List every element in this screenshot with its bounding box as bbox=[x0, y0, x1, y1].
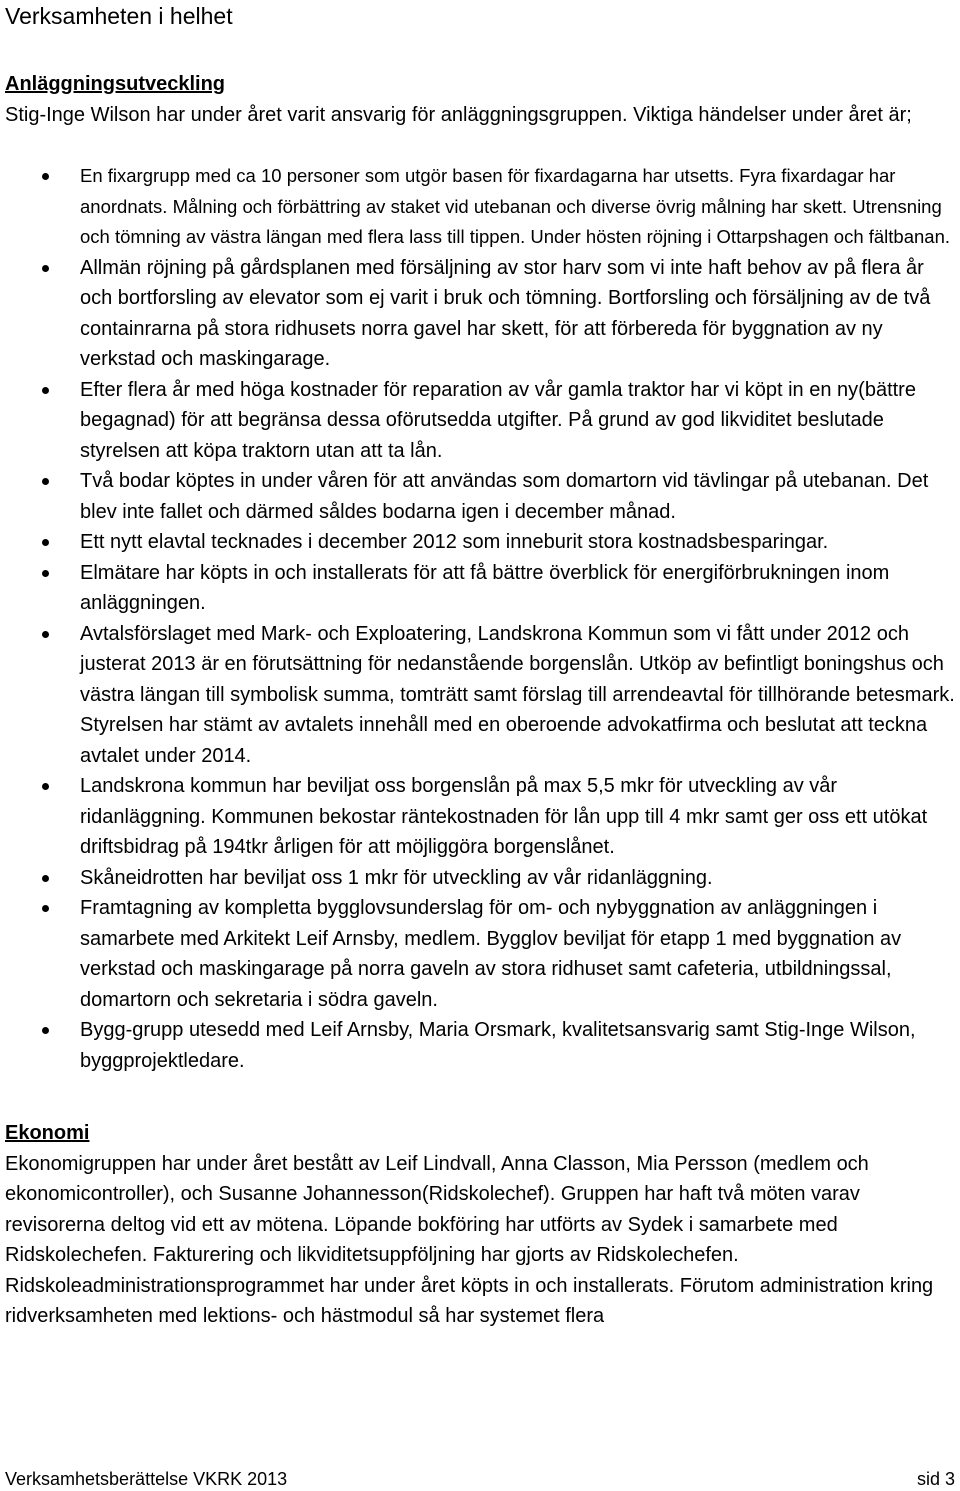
bullet-icon bbox=[42, 539, 49, 546]
list-item-text: Bygg-grupp utesedd med Leif Arnsby, Maria Orsmark, kvalitetsansvarig samt Stig-Inge Wilson, byggprojektledare. bbox=[80, 1019, 916, 1072]
list-item-text: Framtagning av kompletta bygglovsunderslag för om- och nybyggnation av anläggningen i samarbete med Arkitekt Leif Arnsby, medlem. Bygglov beviljat för etapp 1 med byggnation av verkstad och maskingarage på norra gaveln av stora ridhuset samt cafeteria, utbildningssal, domartorn och sekretaria i södra gaveln. bbox=[80, 897, 902, 1011]
list-item bbox=[5, 375, 955, 467]
list-item-text: Elmätare har köpts in och installerats för att få bättre överblick för energiförbrukningen inom anläggningen. bbox=[80, 561, 890, 614]
bullet-icon bbox=[42, 875, 49, 882]
list-item-text: Avtalsförslaget med Mark- och Exploatering, Landskrona Kommun som vi fått under 2012 och justerat 2013 är en förutsättning för nedanstående borgenslån. Utköp av befintligt boningshus och västra längan till symbolisk summa, tomträtt samt förslag till arrendeavtal för tillhörande betesmark. Styrelsen har stämt av avtalets innehåll med en oberoende advokatfirma och beslutat att teckna avtalet under 2014. bbox=[80, 622, 955, 767]
bullet-icon bbox=[42, 905, 49, 912]
list-item bbox=[5, 771, 955, 863]
list-item bbox=[5, 161, 955, 253]
list-item-text: Efter flera år med höga kostnader för reparation av vår gamla traktor har vi köpt in en ny(bättre begagnad) för att begränsa dessa oförutsedda utgifter. På grund av god likviditet beslutade styrelsen att köpa traktorn utan att ta lån. bbox=[80, 378, 916, 462]
section-heading-anlaggning: Anläggningsutveckling bbox=[5, 73, 226, 95]
bullet-icon bbox=[42, 570, 49, 577]
list-item bbox=[5, 619, 955, 772]
page-footer bbox=[5, 1467, 955, 1489]
footer-document-name: Verksamhetsberättelse VKRK 2013 bbox=[5, 1469, 288, 1489]
list-item bbox=[5, 893, 955, 1015]
list-item-text: Ett nytt elavtal tecknades i december 2012 som inneburit stora kostnadsbesparingar. bbox=[80, 531, 829, 553]
list-item-text: Skåneidrotten har beviljat oss 1 mkr för utveckling av vår ridanläggning. bbox=[80, 866, 713, 889]
anlaggning-intro: Stig-Inge Wilson har under året varit ansvarig för anläggningsgruppen. Viktiga händelser under året är; bbox=[5, 103, 912, 126]
list-item bbox=[5, 863, 955, 894]
list-item-text: Landskrona kommun har beviljat oss borgenslån på max 5,5 mkr för utveckling av vår ridanläggning. Kommunen bekostar räntekostnaden för lån upp till 4 mkr samt ger oss ett utökat driftsbidrag på 194tkr årligen för att möjliggöra borgenslånet. bbox=[80, 775, 928, 858]
ekonomi-paragraph-2: Ridskoleadministrationsprogrammet har under året köpts in och installerats. Förutom administration kring ridverksamheten med lektions- och hästmodul så har systemet flera bbox=[5, 1274, 934, 1327]
bullet-icon bbox=[42, 631, 49, 638]
list-item bbox=[5, 527, 955, 558]
section-heading-ekonomi: Ekonomi bbox=[5, 1122, 90, 1144]
ekonomi-paragraph-1: Ekonomigruppen har under året bestått av Leif Lindvall, Anna Classon, Mia Persson (medlem och ekonomicontroller), och Susanne Johannesson(Ridskolechef). Gruppen har haft två möten varav revisorerna deltog vid ett av mötena. Löpande bokföring har utförts av Sydek i samarbete med Ridskolechefen. Fakturering och likviditetsuppföljning har gjorts av Ridskolechefen. bbox=[5, 1152, 869, 1266]
list-item bbox=[5, 1015, 955, 1076]
bullet-icon bbox=[42, 173, 49, 180]
list-item-text: Allmän röjning på gårdsplanen med försäljning av stor harv som vi inte haft behov av på flera år och bortforsling av elevator som ej varit i bruk och tömning. Bortforsling och försäljning av de två containrarna på stora ridhusets norra gavel har skett, för att förbereda för byggnation av ny verkstad och maskingarage. bbox=[80, 256, 931, 370]
list-item-text: Två bodar köptes in under våren för att användas som domartorn vid tävlingar på utebanan. Det blev inte fallet och därmed såldes bodarna igen i december månad. bbox=[80, 470, 929, 523]
bullet-icon bbox=[42, 478, 49, 485]
list-item-text: En fixargrupp med ca 10 personer som utgör basen för fixardagarna har utsetts. Fyra fixardagar har anordnats. Målning och förbättring av staket vid utebanan och diverse övrig målning har skett. Utrensning och tömning av västra längan med flera lass till tippen. Under hösten röjning i Ottarpshagen och fältbanan. bbox=[80, 165, 951, 247]
footer-page-number: sid 3 bbox=[916, 1469, 955, 1489]
bullet-icon bbox=[42, 265, 49, 272]
anlaggning-bullet-list bbox=[5, 161, 955, 1076]
list-item bbox=[5, 558, 955, 619]
bullet-icon bbox=[42, 1027, 49, 1034]
list-item bbox=[5, 466, 955, 527]
page-title: Verksamheten i helhet bbox=[5, 3, 233, 29]
list-item bbox=[5, 253, 955, 375]
bullet-icon bbox=[42, 387, 49, 394]
bullet-icon bbox=[42, 783, 49, 790]
document-page bbox=[5, 0, 955, 1332]
